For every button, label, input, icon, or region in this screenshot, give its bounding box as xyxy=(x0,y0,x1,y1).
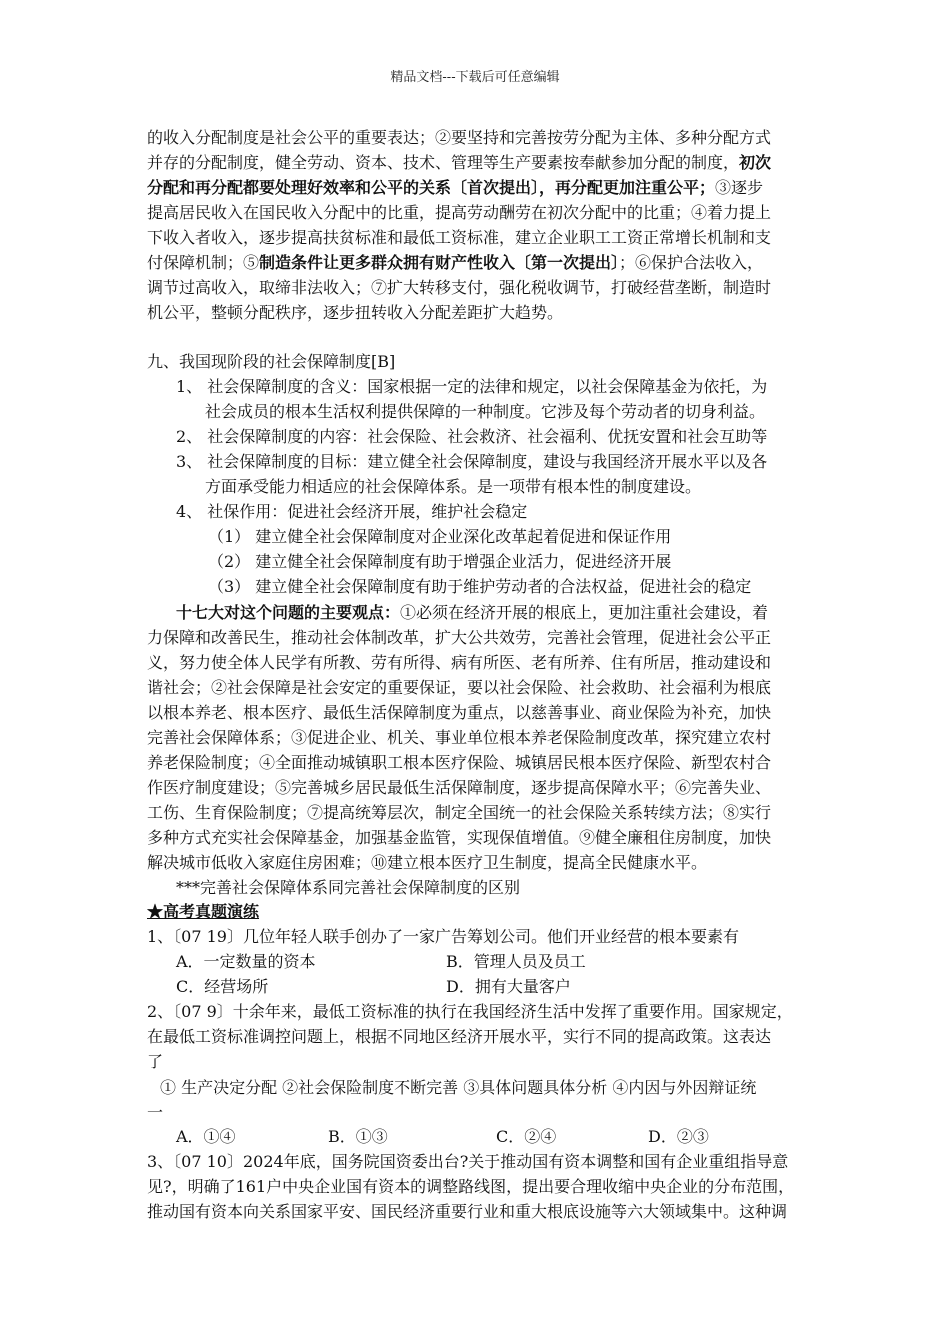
option-b: B．①③ xyxy=(328,1127,388,1146)
text-span: ①必须在经济开展的根底上，更加注重社会建设，着 xyxy=(400,603,769,622)
text-line: 了 xyxy=(147,1052,164,1071)
text-line: 力保障和改善民生，推动社会体制改革，扩大公共效劳，完善社会管理，促进社会公平正 xyxy=(147,628,772,647)
sub-item: （2） 建立健全社会保障制度有助于增强企业活力，促进经济开展 xyxy=(208,552,672,571)
bold-text: 制造条件让更多群众拥有财产性收入〔第一次提出〕 xyxy=(259,253,620,272)
text-line: 提高居民收入在国民收入分配中的比重，提高劳动酬劳在初次分配中的比重；④着力提上 xyxy=(147,203,772,222)
text-line xyxy=(147,251,763,275)
question-2: 2、〔07 9〕十余年来，最低工资标准的执行在我国经济生活中发挥了重要作用。国家规定， xyxy=(147,1002,793,1021)
text-line: 养老保险制度；④全面推动城镇职工根本医疗保险、城镇居民根本医疗保险、新型农村合 xyxy=(147,753,772,772)
list-item: 1、 社会保障制度的含义：国家根据一定的法律和规定，以社会保障基金为依托，为 xyxy=(176,377,768,396)
text-line xyxy=(147,176,763,200)
text-line: 义，努力使全体人民学有所教、劳有所得、病有所医、老有所养、住有所居，推动建设和 xyxy=(147,653,772,672)
option-c: C．经营场所 xyxy=(176,977,269,996)
text-line: 完善社会保障体系；③促进企业、机关、事业单位根本养老保险制度改革，探究建立农村 xyxy=(147,728,772,747)
text-line xyxy=(176,601,768,625)
text-line: 下收入者收入，逐步提高扶贫标准和最低工资标准，建立企业职工工资正常增长机制和支 xyxy=(147,228,772,247)
list-item: 3、 社会保障制度的目标：建立健全社会保障制度，建设与我国经济开展水平以及各 xyxy=(176,452,768,471)
bold-text: 初次 xyxy=(739,153,772,172)
text-line: 在最低工资标准调控问题上，根据不同地区经济开展水平，实行不同的提高政策。这表达 xyxy=(147,1027,772,1046)
text-line: 多种方式充实社会保障基金，加强基金监管，实现保值增值。⑨健全廉租住房制度，加快 xyxy=(147,828,772,847)
bold-text: 分配和再分配都要处理好效率和公平的关系〔首次提出〕，再分配更加注重公平； xyxy=(147,178,716,197)
text-span: ；⑥保护合法收入， xyxy=(619,253,764,272)
text-span: 付保障机制；⑤ xyxy=(147,253,260,272)
text-span: 并存的分配制度，健全劳动、资本、技术、管理等生产要素按奉献参加分配的制度， xyxy=(147,153,740,172)
option-d: D．拥有大量客户 xyxy=(446,977,571,996)
text-line: 以根本养老、根本医疗、最低生活保障制度为重点，以慈善事业、商业保险为补充，加快 xyxy=(147,703,772,722)
option-a: A．①④ xyxy=(176,1127,236,1146)
text-line: 一 xyxy=(147,1103,164,1122)
text-line: 机公平，整顿分配秩序，逐步扭转收入分配差距扩大趋势。 xyxy=(147,303,564,322)
text-line: 谐社会；②社会保障是社会安定的重要保证，要以社会保险、社会救助、社会福利为根底 xyxy=(147,678,772,697)
section-title: 九、我国现阶段的社会保障制度[B] xyxy=(147,352,396,371)
text-line: 推动国有资本向关系国家平安、国民经济重要行业和重大根底设施等六大领域集中。这种调 xyxy=(147,1202,788,1221)
text-line: 作医疗制度建设；⑤完善城乡居民最低生活保障制度，逐步提高保障水平；⑥完善失业、 xyxy=(147,778,772,797)
bold-text: 十七大对这个问题的主要观点： xyxy=(176,603,401,622)
text-line: 的收入分配制度是社会公平的重要表达；②要坚持和完善按劳分配为主体、多种分配方式 xyxy=(147,128,772,147)
text-span: ③逐步 xyxy=(715,178,764,197)
list-item: 4、 社保作用：促进社会经济开展，维护社会稳定 xyxy=(176,502,528,521)
option-c: C．②④ xyxy=(496,1127,557,1146)
exam-title: ★高考真题演练 xyxy=(147,902,260,921)
sub-item: （3） 建立健全社会保障制度有助于维护劳动者的合法权益，促进社会的稳定 xyxy=(208,577,752,596)
option-a: A．一定数量的资本 xyxy=(176,952,316,971)
text-line: 调节过高收入，取缔非法收入；⑦扩大转移支付，强化税收调节，打破经营垄断，制造时 xyxy=(147,278,772,297)
question-1: 1、〔07 19〕几位年轻人联手创办了一家广告筹划公司。他们开业经营的根本要素有 xyxy=(147,927,739,946)
note-line: ***完善社会保障体系同完善社会保障制度的区别 xyxy=(176,878,521,897)
sub-item: （1） 建立健全社会保障制度对企业深化改革起着促进和保证作用 xyxy=(208,527,672,546)
list-item-continuation: 社会成员的根本生活权利提供保障的一种制度。它涉及每个劳动者的切身利益。 xyxy=(205,402,766,421)
text-line: 见?，明确了161户中央企业国有资本的调整路线图，提出要合理收缩中央企业的分布范围， xyxy=(147,1177,795,1196)
text-line xyxy=(147,151,771,175)
text-line: 工伤、生育保险制度；⑦提高统筹层次，制定全国统一的社会保险关系转续方法；⑧实行 xyxy=(147,803,772,822)
list-item: 2、 社会保障制度的内容：社会保险、社会救济、社会福利、优抚安置和社会互助等 xyxy=(176,427,768,446)
page-header: 精品文档---下载后可任意编辑 xyxy=(390,70,560,85)
statement-list: ① 生产决定分配 ②社会保险制度不断完善 ③具体问题具体分析 ④内因与外因辩证统 xyxy=(160,1078,757,1097)
option-b: B．管理人员及员工 xyxy=(446,952,586,971)
question-3: 3、〔07 10〕2024年底，国务院国资委出台?关于推动国有资本调整和国有企业重组指导意 xyxy=(147,1152,789,1171)
option-d: D．②③ xyxy=(648,1127,709,1146)
list-item-continuation: 方面承受能力相适应的社会保障体系。是一项带有根本性的制度建设。 xyxy=(205,477,702,496)
text-line: 解决城市低收入家庭住房困难；⑩建立根本医疗卫生制度，提高全民健康水平。 xyxy=(147,853,708,872)
